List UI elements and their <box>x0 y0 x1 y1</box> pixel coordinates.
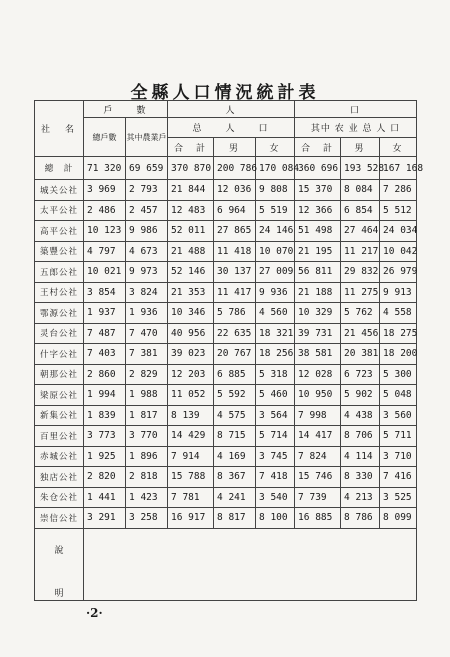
cell: 40 956 <box>168 323 214 344</box>
cell: 7 781 <box>168 487 214 508</box>
cell: 16 885 <box>295 508 341 529</box>
cell: 21 844 <box>168 180 214 201</box>
cell: 18 321 <box>256 323 295 344</box>
row-name: 赤城公社 <box>35 446 84 467</box>
notes-row <box>35 528 417 600</box>
table-row <box>35 344 417 365</box>
cell: 8 330 <box>341 467 380 488</box>
cell: 16 917 <box>168 508 214 529</box>
table-row <box>35 405 417 426</box>
notes-label-bottom: 明 <box>54 588 64 599</box>
row-name: 什字公社 <box>35 344 84 365</box>
cell: 21 456 <box>341 323 380 344</box>
cell: 6 854 <box>341 200 380 221</box>
cell: 2 818 <box>126 467 168 488</box>
cell: 7 914 <box>168 446 214 467</box>
table-row <box>35 200 417 221</box>
cell: 7 286 <box>380 180 417 201</box>
cell: 8 084 <box>341 180 380 201</box>
cell: 10 123 <box>84 221 126 242</box>
cell: 15 788 <box>168 467 214 488</box>
cell: 10 070 <box>256 241 295 262</box>
cell: 51 498 <box>295 221 341 242</box>
notes-label <box>35 528 84 600</box>
cell: 3 525 <box>380 487 417 508</box>
cell: 9 986 <box>126 221 168 242</box>
cell: 3 773 <box>84 426 126 447</box>
cell: 5 902 <box>341 385 380 406</box>
row-name: 独店公社 <box>35 467 84 488</box>
cell: 38 581 <box>295 344 341 365</box>
cell: 7 487 <box>84 323 126 344</box>
cell: 6 723 <box>341 364 380 385</box>
cell: 8 139 <box>168 405 214 426</box>
table-row <box>35 180 417 201</box>
cell: 7 998 <box>295 405 341 426</box>
cell: 5 762 <box>341 303 380 324</box>
row-name: 五郎公社 <box>35 262 84 283</box>
cell: 4 213 <box>341 487 380 508</box>
cell: 12 028 <box>295 364 341 385</box>
cell: 1 896 <box>126 446 168 467</box>
header-shemian: 社 名 <box>35 101 84 157</box>
cell: 3 564 <box>256 405 295 426</box>
cell: 21 353 <box>168 282 214 303</box>
cell: 11 417 <box>214 282 256 303</box>
cell: 5 460 <box>256 385 295 406</box>
cell: 170 084 <box>256 157 295 180</box>
table-row <box>35 508 417 529</box>
cell: 7 381 <box>126 344 168 365</box>
cell: 3 258 <box>126 508 168 529</box>
row-name: 朱仓公社 <box>35 487 84 508</box>
cell: 4 438 <box>341 405 380 426</box>
cell: 11 418 <box>214 241 256 262</box>
header-zonghushu: 總戶數 <box>84 118 126 157</box>
cell: 370 870 <box>168 157 214 180</box>
cell: 1 994 <box>84 385 126 406</box>
table-row <box>35 241 417 262</box>
cell: 10 346 <box>168 303 214 324</box>
cell: 7 824 <box>295 446 341 467</box>
cell: 29 832 <box>341 262 380 283</box>
row-name: 鄂源公社 <box>35 303 84 324</box>
header-nv: 女 <box>256 138 295 157</box>
cell: 5 048 <box>380 385 417 406</box>
cell: 3 710 <box>380 446 417 467</box>
cell: 2 860 <box>84 364 126 385</box>
cell: 6 885 <box>214 364 256 385</box>
header-nongyehu: 其中農業戶 <box>126 118 168 157</box>
cell: 10 950 <box>295 385 341 406</box>
cell: 52 011 <box>168 221 214 242</box>
table-row <box>35 385 417 406</box>
cell: 3 540 <box>256 487 295 508</box>
cell: 8 100 <box>256 508 295 529</box>
cell: 8 706 <box>341 426 380 447</box>
cell: 71 320 <box>84 157 126 180</box>
cell: 11 217 <box>341 241 380 262</box>
row-name: 梁原公社 <box>35 385 84 406</box>
row-name: 總 計 <box>35 157 84 180</box>
cell: 7 739 <box>295 487 341 508</box>
notes-label-top: 說 <box>54 545 64 556</box>
cell: 30 137 <box>214 262 256 283</box>
cell: 5 512 <box>380 200 417 221</box>
cell: 18 275 <box>380 323 417 344</box>
row-name: 太平公社 <box>35 200 84 221</box>
table-row <box>35 446 417 467</box>
row-name: 崇信公社 <box>35 508 84 529</box>
cell: 18 256 <box>256 344 295 365</box>
cell: 27 009 <box>256 262 295 283</box>
table-row <box>35 157 417 180</box>
cell: 2 829 <box>126 364 168 385</box>
cell: 20 381 <box>341 344 380 365</box>
cell: 4 575 <box>214 405 256 426</box>
header-hushu: 戶 數 <box>84 101 168 118</box>
cell: 27 865 <box>214 221 256 242</box>
cell: 1 937 <box>84 303 126 324</box>
row-name: 築豐公社 <box>35 241 84 262</box>
cell: 6 964 <box>214 200 256 221</box>
cell: 167 168 <box>380 157 417 180</box>
cell: 5 592 <box>214 385 256 406</box>
cell: 21 188 <box>295 282 341 303</box>
cell: 200 786 <box>214 157 256 180</box>
table-row <box>35 303 417 324</box>
header-nan2: 男 <box>341 138 380 157</box>
row-name: 城关公社 <box>35 180 84 201</box>
cell: 5 786 <box>214 303 256 324</box>
cell: 5 714 <box>256 426 295 447</box>
cell: 9 913 <box>380 282 417 303</box>
row-name: 王村公社 <box>35 282 84 303</box>
cell: 2 486 <box>84 200 126 221</box>
cell: 5 300 <box>380 364 417 385</box>
row-name: 朝那公社 <box>35 364 84 385</box>
header-heji: 合 計 <box>168 138 214 157</box>
cell: 2 793 <box>126 180 168 201</box>
cell: 8 786 <box>341 508 380 529</box>
cell: 3 560 <box>380 405 417 426</box>
cell: 4 241 <box>214 487 256 508</box>
cell: 21 488 <box>168 241 214 262</box>
cell: 12 036 <box>214 180 256 201</box>
cell: 8 817 <box>214 508 256 529</box>
cell: 3 745 <box>256 446 295 467</box>
cell: 12 366 <box>295 200 341 221</box>
cell: 15 370 <box>295 180 341 201</box>
cell: 7 418 <box>256 467 295 488</box>
table-row <box>35 282 417 303</box>
cell: 27 464 <box>341 221 380 242</box>
cell: 1 441 <box>84 487 126 508</box>
cell: 193 528 <box>341 157 380 180</box>
page-title: 全縣人口情況統計表 <box>130 83 320 103</box>
table-row <box>35 323 417 344</box>
cell: 26 979 <box>380 262 417 283</box>
cell: 8 367 <box>214 467 256 488</box>
cell: 5 711 <box>380 426 417 447</box>
cell: 3 969 <box>84 180 126 201</box>
table-row <box>35 426 417 447</box>
table-row <box>35 467 417 488</box>
cell: 1 925 <box>84 446 126 467</box>
cell: 9 973 <box>126 262 168 283</box>
cell: 12 203 <box>168 364 214 385</box>
cell: 5 318 <box>256 364 295 385</box>
cell: 24 146 <box>256 221 295 242</box>
cell: 9 936 <box>256 282 295 303</box>
cell: 5 519 <box>256 200 295 221</box>
cell: 1 423 <box>126 487 168 508</box>
cell: 4 114 <box>341 446 380 467</box>
cell: 10 021 <box>84 262 126 283</box>
cell: 12 483 <box>168 200 214 221</box>
cell: 11 052 <box>168 385 214 406</box>
notes-content <box>84 528 417 600</box>
cell: 14 429 <box>168 426 214 447</box>
cell: 1 817 <box>126 405 168 426</box>
cell: 18 200 <box>380 344 417 365</box>
cell: 3 854 <box>84 282 126 303</box>
row-name: 百里公社 <box>35 426 84 447</box>
cell: 2 457 <box>126 200 168 221</box>
cell: 14 417 <box>295 426 341 447</box>
cell: 360 696 <box>295 157 341 180</box>
row-name: 灵台公社 <box>35 323 84 344</box>
header-nan: 男 <box>214 138 256 157</box>
cell: 1 936 <box>126 303 168 324</box>
row-name: 高平公社 <box>35 221 84 242</box>
cell: 4 558 <box>380 303 417 324</box>
cell: 3 770 <box>126 426 168 447</box>
cell: 7 403 <box>84 344 126 365</box>
table-row <box>35 262 417 283</box>
cell: 11 275 <box>341 282 380 303</box>
cell: 22 635 <box>214 323 256 344</box>
cell: 2 820 <box>84 467 126 488</box>
table-row <box>35 487 417 508</box>
cell: 4 560 <box>256 303 295 324</box>
cell: 8 099 <box>380 508 417 529</box>
cell: 4 673 <box>126 241 168 262</box>
cell: 52 146 <box>168 262 214 283</box>
cell: 1 839 <box>84 405 126 426</box>
cell: 56 811 <box>295 262 341 283</box>
cell: 69 659 <box>126 157 168 180</box>
cell: 20 767 <box>214 344 256 365</box>
cell: 3 291 <box>84 508 126 529</box>
page-number: ·2· <box>86 606 103 620</box>
cell: 9 808 <box>256 180 295 201</box>
header-nongyerenkou: 其中 农 业 总 人 口 <box>295 118 417 138</box>
cell: 39 731 <box>295 323 341 344</box>
cell: 7 416 <box>380 467 417 488</box>
table-row <box>35 221 417 242</box>
cell: 1 988 <box>126 385 168 406</box>
cell: 4 169 <box>214 446 256 467</box>
header-renkou-left: 人 <box>168 101 295 118</box>
cell: 10 329 <box>295 303 341 324</box>
cell: 7 470 <box>126 323 168 344</box>
cell: 39 023 <box>168 344 214 365</box>
table-row <box>35 364 417 385</box>
cell: 21 195 <box>295 241 341 262</box>
cell: 15 746 <box>295 467 341 488</box>
header-zongrenkou: 总 人 口 <box>168 118 295 138</box>
cell: 3 824 <box>126 282 168 303</box>
cell: 8 715 <box>214 426 256 447</box>
cell: 24 034 <box>380 221 417 242</box>
row-name: 新集公社 <box>35 405 84 426</box>
header-heji2: 合 計 <box>295 138 341 157</box>
population-table <box>34 100 424 601</box>
header-renkou-right: 口 <box>295 101 417 118</box>
cell: 10 042 <box>380 241 417 262</box>
header-nv2: 女 <box>380 138 417 157</box>
cell: 4 797 <box>84 241 126 262</box>
